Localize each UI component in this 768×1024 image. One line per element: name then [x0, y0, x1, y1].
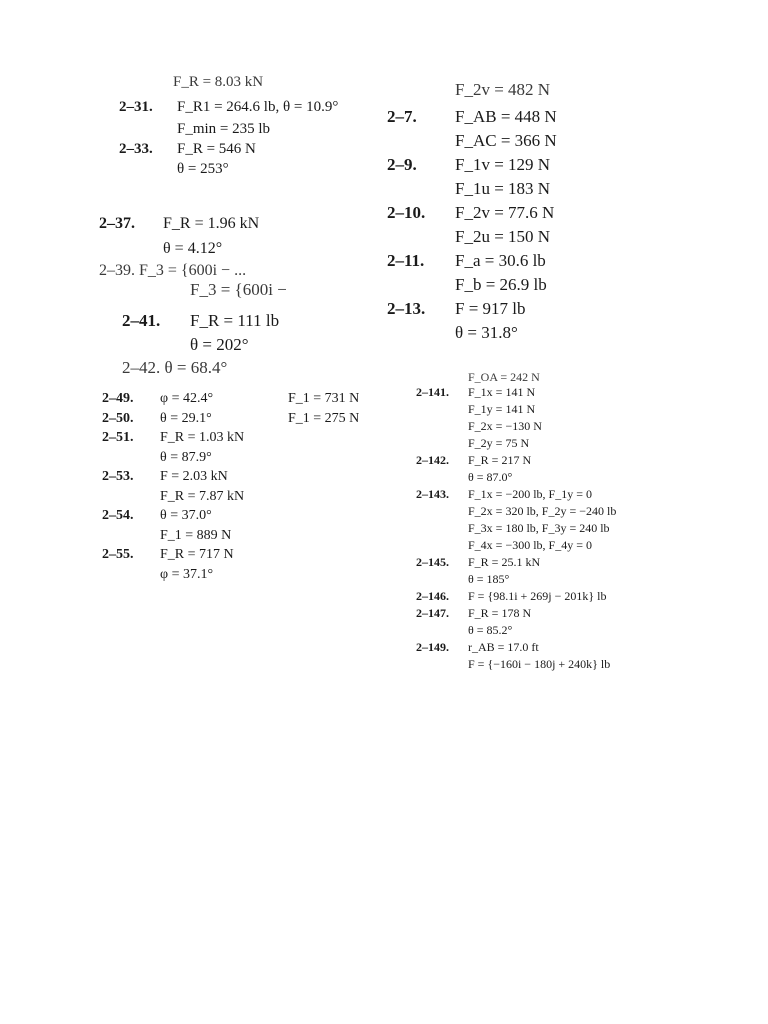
problem-number: 2–55.	[102, 547, 134, 562]
answer-clip-1	[95, 74, 375, 184]
answer-value: F_1u = 183 N	[455, 179, 551, 198]
answer-value: F_R = 1.03 kN	[160, 430, 245, 445]
answer-clip-6	[412, 370, 692, 670]
answer-value: F_R = 111 lb	[190, 311, 280, 330]
answer-value: F_R = 217 N	[468, 453, 532, 467]
answer-value: θ = 4.12°	[163, 240, 223, 257]
problem-number: 2–31.	[119, 99, 153, 115]
problem-number: 2–13.	[387, 299, 426, 318]
answer-value: θ = 37.0°	[160, 508, 212, 523]
answer-value: F_2x = −130 N	[468, 419, 542, 433]
problem-number: 2–7.	[387, 107, 417, 126]
problem-number: 2–11.	[387, 251, 425, 270]
answer-value: F_1x = 141 N	[468, 385, 536, 399]
answer-value: θ = 29.1°	[160, 410, 212, 426]
answer-value: θ = 185°	[468, 572, 510, 586]
answer-value: F_R = 717 N	[160, 547, 234, 562]
problem-number: 2–146.	[416, 589, 449, 603]
problem-number: 2–41.	[122, 311, 161, 330]
answer-value: F_3x = 180 lb, F_3y = 240 lb	[468, 521, 610, 535]
answer-value: F_R = 1.96 kN	[163, 215, 260, 232]
answer-value: F_2y = 75 N	[468, 436, 530, 450]
answer-value: F_a = 30.6 lb	[455, 251, 546, 270]
answer-value: F_min = 235 lb	[177, 121, 271, 137]
problem-number: 2–142.	[416, 453, 449, 467]
answer-value: θ = 85.2°	[468, 623, 513, 637]
answer-value: F = {−160i − 180j + 240k} lb	[468, 657, 611, 671]
answer-value: F_1 = 889 N	[160, 527, 232, 543]
answer-value-secondary: F_1 = 731 N	[288, 391, 360, 406]
answer-value: F_2x = 320 lb, F_2y = −240 lb	[468, 504, 617, 518]
answer-value-secondary: F_1 = 275 N	[288, 410, 360, 426]
answer-value: F_R1 = 264.6 lb, θ = 10.9°	[177, 99, 339, 115]
problem-number: 2–33.	[119, 141, 153, 157]
problem-number: 2–51.	[102, 430, 134, 445]
problem-number: 2–145.	[416, 555, 449, 569]
answer-clip-4	[383, 80, 583, 344]
answer-value: F_4x = −300 lb, F_4y = 0	[468, 538, 592, 552]
problem-number: 2–49.	[102, 391, 134, 406]
answer-value: F_2v = 77.6 N	[455, 203, 555, 222]
answer-value: r_AB = 17.0 ft	[468, 640, 539, 654]
answer-value: F_R = 546 N	[177, 141, 256, 157]
answer-value: F_1v = 129 N	[455, 155, 551, 174]
problem-number: 2–50.	[102, 410, 134, 426]
answer-value: F_R = 178 N	[468, 606, 532, 620]
problem-number: 2–149.	[416, 640, 449, 654]
answer-value: F_R = 25.1 kN	[468, 555, 541, 569]
answer-value: F = 917 lb	[455, 299, 526, 318]
answer-value: φ = 42.4°	[160, 391, 214, 406]
answer-value: F_2u = 150 N	[455, 227, 551, 246]
answer-value: θ = 87.0°	[468, 470, 513, 484]
answer-clip-5	[98, 386, 388, 586]
answer-value: φ = 37.1°	[160, 566, 214, 582]
answer-clip-3	[118, 280, 348, 377]
partial-line-bottom: 2–42. θ = 68.4°	[122, 358, 228, 377]
problem-number: 2–9.	[387, 155, 417, 174]
answer-value: F_AB = 448 N	[455, 107, 557, 126]
answer-value: F = 2.03 kN	[160, 469, 228, 484]
answer-value: θ = 202°	[190, 335, 249, 354]
problem-number: 2–10.	[387, 203, 426, 222]
answer-value: F_1x = −200 lb, F_1y = 0	[468, 487, 592, 501]
answer-value: θ = 87.9°	[160, 449, 212, 465]
answer-value: F_R = 7.87 kN	[160, 488, 245, 504]
problem-number: 2–54.	[102, 508, 134, 523]
problem-number: 2–37.	[99, 215, 135, 232]
problem-number: 2–147.	[416, 606, 449, 620]
answer-value: θ = 31.8°	[455, 323, 518, 342]
problem-number: 2–143.	[416, 487, 449, 501]
problem-number: 2–141.	[416, 385, 449, 399]
partial-line-top: F_R = 8.03 kN	[173, 74, 264, 90]
answer-value: F_AC = 366 N	[455, 131, 557, 150]
answer-value: F_1y = 141 N	[468, 402, 536, 416]
partial-line-bottom: 2–39. F_3 = {600i − ...	[99, 262, 247, 279]
partial-line-top: F_2v = 482 N	[455, 80, 551, 99]
problem-number: 2–53.	[102, 469, 134, 484]
answer-clip-2	[95, 208, 345, 279]
partial-line-top: F_OA = 242 N	[468, 370, 540, 384]
answer-value: θ = 253°	[177, 161, 229, 177]
partial-line-top: F_3 = {600i −	[190, 280, 287, 299]
answer-value: F_b = 26.9 lb	[455, 275, 547, 294]
answer-value: F = {98.1i + 269j − 201k} lb	[468, 589, 607, 603]
